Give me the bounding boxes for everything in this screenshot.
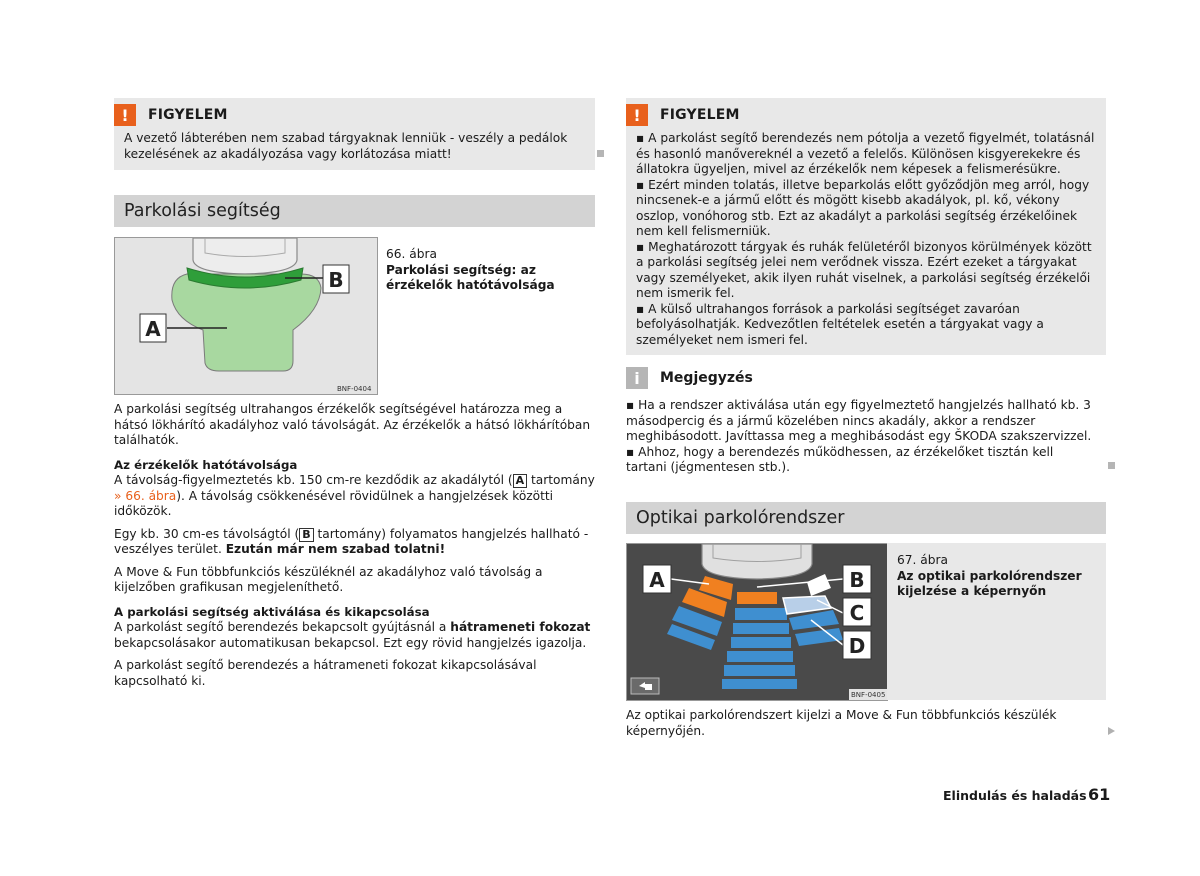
range-paragraph-2: Egy kb. 30 cm-es távolságtól ( B tartomány) folyamatos hangjelzés hallható - veszélyes terület. Ezután már nem szabad tolatni! xyxy=(114,526,589,556)
section-title-optical-parking xyxy=(626,502,1106,534)
figure-67 xyxy=(626,543,888,701)
warning-item: ▪ A külső ultrahangos források a parkolási segítséget zavaróan befolyásolhatják. Kedvezőtlen feltételek esetén a tárgyakat vagy a személyeket nem ismeri fel. xyxy=(636,301,1044,347)
label-line-b xyxy=(757,579,843,587)
warning-item: ▪ Ezért minden tolatás, illetve beparkolás előtt győződjön meg arról, hogy nincsenek-e a jármű előtt és mögött kisebb akadályok, pl. kő, vékony oszlop, vonóhorog stb. Ezt az akadályt a parkolási segítség érzékelőinek nem kell felismerniük. xyxy=(636,177,1090,238)
warning-icon: ! xyxy=(626,104,648,126)
label-a: A xyxy=(649,568,665,592)
segment-center-blue xyxy=(731,637,791,648)
warning-title: FIGYELEM xyxy=(660,107,740,123)
range-paragraph-1: A távolság-figyelmeztetés kb. 150 cm-re kezdődik az akadálytól ( A tartomány » 66. ábra). A távolság csökkenésével rövidülnek a hangjelzések közötti időközök. xyxy=(114,473,595,518)
note-item: ▪ Ahhoz, hogy a berendezés működhessen, az érzékelőket tisztán kell tartani (jégmentesen stb.). xyxy=(626,444,1054,474)
range-box-a: A xyxy=(513,474,528,488)
figure-66-caption xyxy=(386,247,591,294)
warning-box-right xyxy=(626,98,1106,355)
figure-code: BNF-0405 xyxy=(851,691,886,699)
figure-66-drawing xyxy=(115,238,377,394)
section-title-text: Parkolási segítség xyxy=(124,201,281,221)
end-mark xyxy=(1108,462,1115,469)
page-number: 61 xyxy=(1088,785,1111,804)
outro-paragraph: Az optikai parkolórendszert kijelzi a Move & Fun többfunkciós készülék képernyőjén. xyxy=(626,708,1057,738)
footer-chapter: Elindulás és haladás xyxy=(943,788,1087,803)
label-c: C xyxy=(849,601,865,625)
label-b: B xyxy=(328,268,344,292)
section-title-parking-aid xyxy=(114,195,595,227)
section-title-text: Optikai parkolórendszer xyxy=(636,508,845,528)
segment-center-orange xyxy=(737,592,777,604)
figure-66 xyxy=(114,237,378,395)
range-box-b: B xyxy=(299,528,313,542)
warning-icon: ! xyxy=(114,104,136,126)
warning-item: ▪ Meghatározott tárgyak és ruhák felületéről bizonyos körülmények között a parkolási segítség jelei nem verődnek vissza. Ezért ezeket a tárgyakat vagy személyeket, akik ilyen ruhát viselnek, a parkolási segítség érzékelői nem ismerik fel. xyxy=(636,239,1092,300)
segment-center-blue xyxy=(724,665,795,676)
segment-center-blue xyxy=(733,623,789,634)
segment-center-blue xyxy=(722,679,797,689)
figure-67-drawing xyxy=(627,544,887,700)
figure-code: BNF-0404 xyxy=(337,385,372,393)
label-b: B xyxy=(849,568,865,592)
label-d: D xyxy=(848,634,866,658)
activation-paragraph-2: A parkolást segítő berendezés a hátrameneti fokozat kikapcsolásával kapcsolható ki. xyxy=(114,658,537,688)
info-icon: i xyxy=(626,367,648,389)
left-body xyxy=(114,402,595,689)
warning-title: FIGYELEM xyxy=(148,107,228,123)
figure-caption: Az optikai parkolórendszer kijelzése a képernyőn xyxy=(897,568,1082,598)
activation-paragraph-1: A parkolást segítő berendezés bekapcsolt gyújtásnál a hátrameneti fokozat bekapcsolásakor automatikusan bekapcsol. Ezt egy rövid hangjelzés igazolja. xyxy=(114,620,591,650)
segment-right-blue xyxy=(795,628,843,646)
intro-paragraph: A parkolási segítség ultrahangos érzékelők segítségével határozza meg a hátsó lökhárító akadályhoz való távolságát. Az érzékelők a hátsó lökhárítóban találhatók. xyxy=(114,402,591,447)
segment-center-blue xyxy=(735,608,787,620)
segment-right-white xyxy=(807,574,831,596)
end-mark xyxy=(597,150,604,157)
figure-number: 67. ábra xyxy=(897,553,948,567)
zone-a xyxy=(172,274,321,371)
range-heading: Az érzékelők hatótávolsága xyxy=(114,457,298,472)
warning-text: A vezető lábterében nem szabad tárgyaknak lenniük - veszély a pedálok kezelésének az akadályozása vagy korlátozása miatt! xyxy=(124,131,568,161)
note-item: ▪ Ha a rendszer aktiválása után egy figyelmeztető hangjelzés hallható kb. 3 másodpercig és a jármű közelében nincs akadály, akkor a rendszer meghibásodott. Javíttassa meg a meghibásodást egy ŠKODA szakszervizzel. xyxy=(626,398,1092,443)
segment-right-highlight xyxy=(783,596,831,614)
figure-caption: Parkolási segítség: az érzékelők hatótávolsága xyxy=(386,262,555,292)
figure-66-link[interactable]: » 66. ábra xyxy=(114,488,177,503)
figure-67-caption xyxy=(897,553,1097,600)
warning-box-left xyxy=(114,98,595,170)
label-a: A xyxy=(145,317,161,341)
note-title: Megjegyzés xyxy=(660,370,753,386)
activation-heading: A parkolási segítség aktiválása és kikapcsolása xyxy=(114,604,430,619)
continue-arrow-icon xyxy=(1108,727,1115,735)
figure-number: 66. ábra xyxy=(386,247,437,261)
note-body xyxy=(626,398,1096,476)
warning-item: ▪ A parkolást segítő berendezés nem pótolja a vezető figyelmét, tolatásnál és hasonló manővereknél a vezető a felelős. Különösen kisgyerekekre és állatokra ügyeljen, mivel az érzékelők nem képesek a felismerésükre. xyxy=(636,131,1095,176)
segment-center-blue xyxy=(727,651,793,662)
note-header xyxy=(626,367,753,389)
range-paragraph-3: A Move & Fun többfunkciós készüléknél az akadályhoz való távolság a kijelzőben grafikusan megjeleníthető. xyxy=(114,564,543,594)
